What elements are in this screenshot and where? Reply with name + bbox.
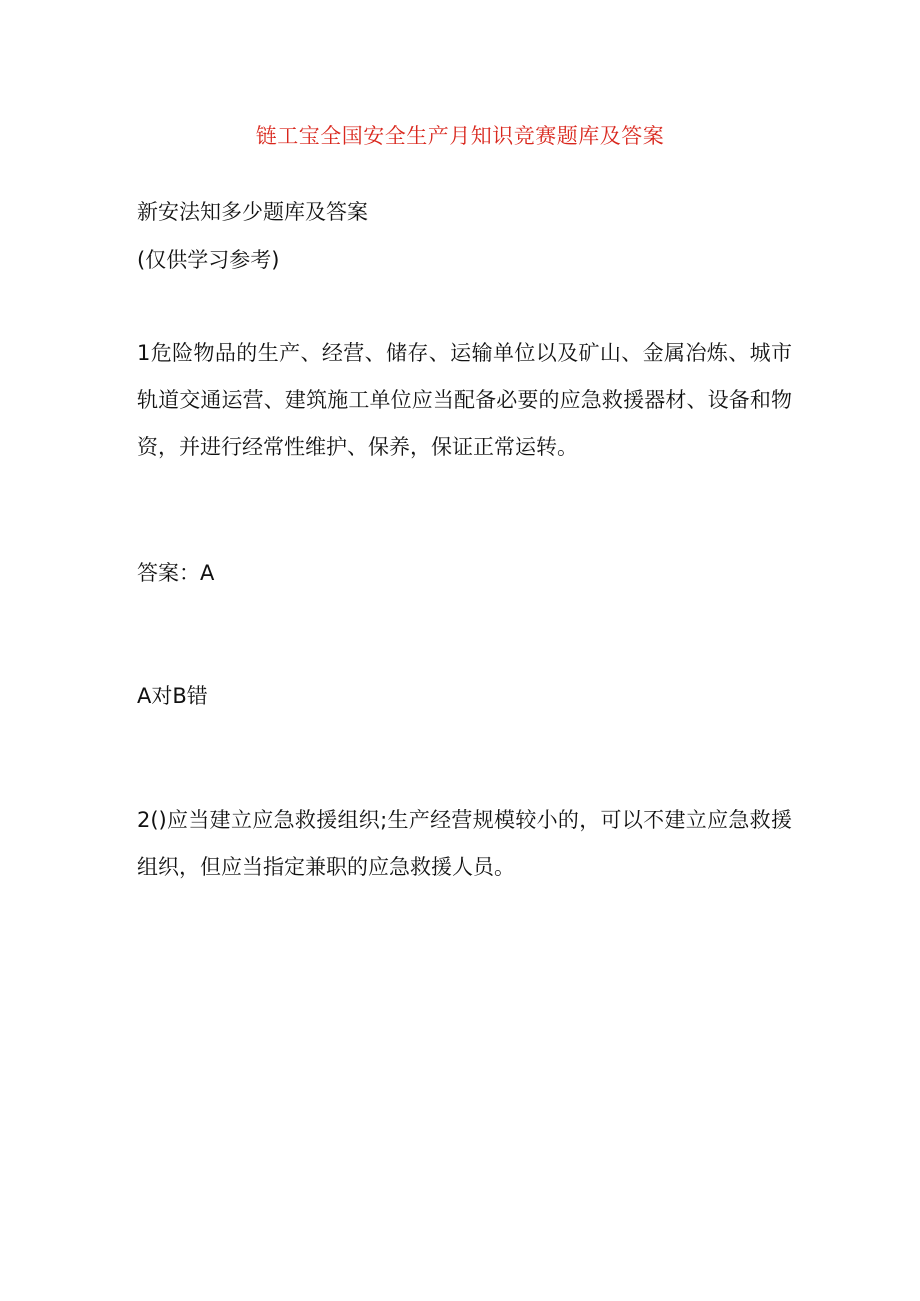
- document-title: 链工宝全国安全生产月知识竞赛题库及答案: [255, 124, 665, 148]
- question-1-text: 1危险物品的生产、经营、储存、运输单位以及矿山、金属冶炼、城市轨道交通运营、建筑施工单位应当配备必要的应急救援器材、设备和物资，并进行经常性维护、保养，保证正常运转。: [137, 341, 792, 459]
- question-1-answer: 答案：A: [137, 561, 215, 585]
- question-1-options: A对B错: [137, 684, 208, 708]
- question-2-text: 2()应当建立应急救援组织;生产经营规模较小的，可以不建立应急救援组织，但应当指定兼职的应急救援人员。: [137, 808, 792, 879]
- document-subtitle: 新安法知多少题库及答案: [137, 200, 368, 224]
- reference-note: (仅供学习参考): [137, 248, 280, 272]
